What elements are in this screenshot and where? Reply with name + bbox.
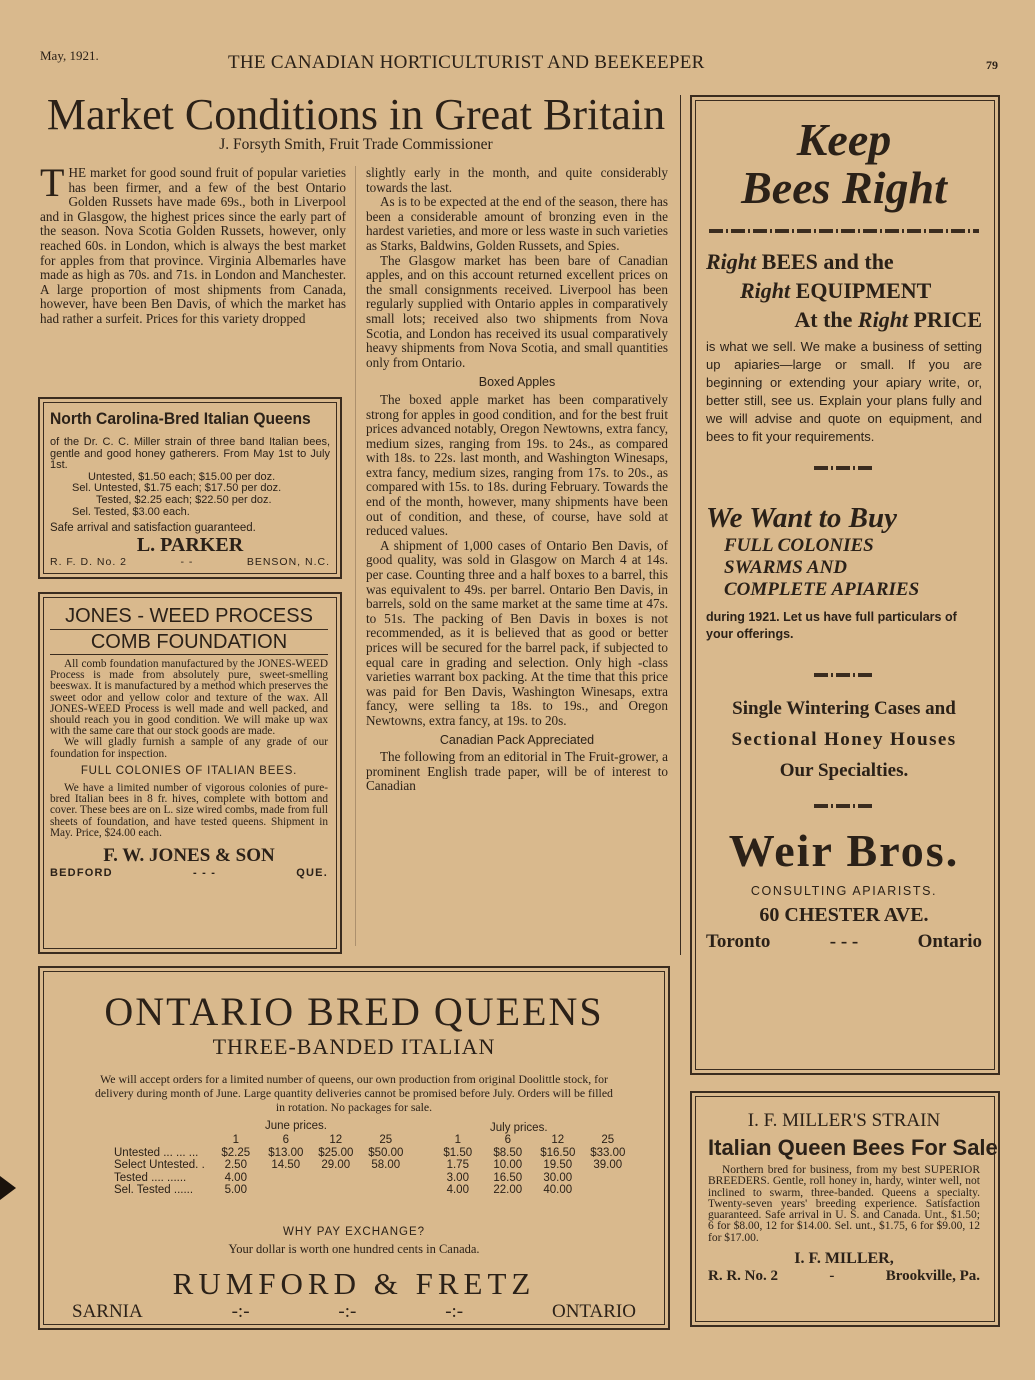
ad-ontario-queens — [38, 966, 670, 1330]
ad-jones-title: JONES - WEED PROCESS — [65, 605, 313, 627]
article-byline: J. Forsyth Smith, Fruit Trade Commissioner — [219, 136, 493, 153]
ad-jones-subtitle: COMB FOUNDATION — [90, 631, 288, 653]
arrow-icon — [0, 1176, 16, 1200]
july-price — [583, 1172, 633, 1185]
article-paragraph: The following from an editorial in The Fruit-grower, a prominent English trade paper, will be of interest to Canadian — [366, 749, 668, 794]
ad-weir-buy-text: during 1921. Let us have full particulars of your offerings. — [706, 610, 957, 641]
ad-weir-bees-right: Bees Right — [741, 162, 947, 213]
ad-weir-text: is what we sell. We make a business of setting up apiaries—large or small. If you are beginning or extending your apiary write, or, better still, see us. Explain your plans fully and we will advise and quote on equipment, and bees to fit your requirements. — [706, 339, 982, 444]
ad-weir-buy-list: FULL COLONIES SWARMS AND COMPLETE APIARIES — [724, 535, 920, 600]
ad-parker — [38, 397, 342, 579]
journal-title: THE CANADIAN HORTICULTURIST AND BEEKEEPER — [228, 52, 705, 73]
price-row-label: Untested ... ... ... — [114, 1146, 199, 1159]
article-col1 — [40, 160, 346, 327]
june-price — [261, 1172, 311, 1185]
ad-miller-text: Northern bred for business, from my best SUPERIOR BREEDERS. Gentle, roll honey in, hardy, winter well, not inclined to swarm, three-banded. Queens a specialty. Twenty-seven years' breeding experience. Satisfaction guaranteed. Safe arrival in U. S. and Canada. Unt., $1.50; 6 for $8.00, 12 for $14.00. Sel. unt., $1.75, 6 for $9.00, 12 for $17.00. — [708, 1164, 980, 1244]
ad-parker-price: Untested, $1.50 each; $15.00 per doz. Sel. Untested, $1.75 each; $17.50 per doz. Tested, $2.25 each; $22.50 per doz. Sel. Tested, $3.00 each. — [72, 470, 282, 518]
july-price: 39.00 — [593, 1159, 623, 1171]
july-price: $8.50 — [493, 1146, 523, 1159]
ad-jones-subhead: FULL COLONIES OF ITALIAN BEES. — [80, 764, 298, 777]
article-paragraph: HE market for good sound fruit of popular varieties has been firmer, and a few of the best Ontario Golden Russets have made 69s., both in Liverpool and in Glasgow, the highest prices since the early part of the season. Nova Scotia Golden Russets, however, only reached 60s. in London, which is always the best market for apples from that province. Virginia Albemarles have made as high as 70s. and 71s. in London and Manchester. A large proportion of most shipments from Canada, however, have been Ben Davis, of which the market has had rather a surfeit. Prices for this variety dropped — [40, 165, 346, 326]
july-price: 1.75 — [446, 1159, 469, 1171]
july-price: $1.50 — [443, 1146, 473, 1159]
price-row-label: Sel. Tested ...... — [114, 1184, 194, 1196]
june-price: 14.50 — [271, 1159, 301, 1171]
qty-header: 12 — [551, 1134, 565, 1146]
ornament-divider — [814, 466, 874, 470]
article-title: Market Conditions in Great Britain — [46, 90, 666, 139]
june-price: 29.00 — [321, 1159, 351, 1171]
ad-weir-keep: Keep — [796, 114, 892, 165]
column-rule — [680, 95, 681, 955]
column-rule — [355, 166, 356, 946]
july-price: 40.00 — [543, 1184, 573, 1196]
ad-weir-name: Weir Bros. — [728, 825, 960, 876]
june-price: 58.00 — [371, 1159, 401, 1171]
ad-weir-buy-title: We Want to Buy — [706, 502, 897, 534]
june-price: $25.00 — [318, 1146, 354, 1159]
price-row — [110, 1184, 633, 1197]
july-price: 16.50 — [493, 1171, 523, 1184]
article-paragraph: The boxed apple market has been comparatively strong for apples in good condition, and for the best fruit prices advanced notably, Oregon Newtowns, extra fancy, medium sizes, ranging from 19s. to 24s., as compared with 18s. to 22s. last month, and Washington Winesaps, extra fancy, medium sizes, ranging from 17s. to 20s., as compared with 15s. to 18s. during February. Towards the end of the month, however, many shipments have been out of condition, and these, of course, have sold at reduced values. — [366, 391, 668, 539]
ad-ontario-dollar: Your dollar is worth one hundred cents in Canada. — [228, 1242, 480, 1256]
june-price: 5.00 — [224, 1184, 247, 1196]
ad-parker-address: R. F. D. No. 2 - - BENSON, N.C. — [50, 555, 330, 568]
ad-miller-subtitle: Italian Queen Bees For Sale — [708, 1135, 998, 1160]
subhead-boxed-apples: Boxed Apples — [478, 375, 556, 390]
ad-ontario-subtitle: THREE-BANDED ITALIAN — [212, 1034, 496, 1059]
ad-ontario-why: WHY PAY EXCHANGE? — [282, 1226, 426, 1238]
issue-date: May, 1921. — [40, 48, 99, 63]
ad-parker-title: North Carolina-Bred Italian Queens — [50, 409, 311, 428]
ornament-divider — [814, 673, 874, 677]
ad-miller-address: R. R. No. 2 - Brookville, Pa. — [708, 1268, 980, 1285]
july-price: $33.00 — [590, 1146, 626, 1159]
ad-jones-name: F. W. JONES & SON — [103, 845, 275, 867]
ornament-divider — [709, 229, 979, 233]
qty-header: 25 — [379, 1134, 393, 1146]
june-price: $13.00 — [268, 1146, 304, 1159]
article-paragraph: slightly early in the month, and quite considerably towards the last. — [366, 165, 668, 195]
price-row — [110, 1172, 633, 1185]
article-paragraph: As is to be expected at the end of the season, there has been a considerable amount of bronzing even in the hardest varieties, and more or less waste in such varieties as Starks, Baldwins, Golden Russets, and Spies. — [366, 194, 668, 253]
ad-ontario-price-table — [70, 1120, 638, 1210]
ad-weir-street: 60 CHESTER AVE. — [759, 904, 929, 926]
july-price: 4.00 — [446, 1184, 469, 1196]
july-price: 30.00 — [543, 1171, 573, 1184]
article-paragraph: A shipment of 1,000 cases of Ontario Ben Davis, of good quality, was sold in Glasgow on March 4 at 14s. per case. Counting three and a half boxes to a barrel, this was equivalent to 49s. per barrel. Ontario Ben Davis, in barrels, sold on the same market at the same time at 47s. to 51s. The packing of Ben Davis in boxes is not recommended, as it is believed that as good or better prices will be secured for the barrel pack, if subjected to equal care in grading and selection. Only high -class varieties warrant box packing. At the time that this price was paid for Ben Davis, Washington Winesaps, extra fancy, were selling ta 18s. to 19s., and Oregon Newtowns, extra fancy, at 19s. to 20s. — [366, 537, 668, 728]
june-price — [361, 1184, 411, 1197]
june-prices-heading: June prices. — [265, 1120, 328, 1132]
ad-parker-intro: of the Dr. C. C. Miller strain of three band Italian bees, gentle and good honey gatherers. From May 1st to July 1st. — [50, 436, 330, 471]
price-row — [110, 1159, 633, 1172]
price-row — [110, 1147, 633, 1160]
qty-header: 1 — [232, 1134, 239, 1146]
ad-jones-address: BEDFORD - - - QUE. — [50, 867, 328, 880]
ad-weir-city: Toronto - - - Ontario — [706, 931, 982, 952]
article-paragraph: The Glasgow market has been bare of Canadian apples, and on this account returned excellent prices on the small consignments received. Liverpool has been regularly supplied with Ontario apples in comparatively small lots; received also two shipments from Nova Scotia, and London has received its usual comparatively heavy shipments from Nova Scotia, and small quantities only from Ontario. — [366, 252, 668, 370]
ad-miller-title: I. F. MILLER'S STRAIN — [747, 1110, 941, 1131]
ornament-divider — [814, 804, 874, 808]
june-price — [311, 1172, 361, 1185]
ad-ontario-title: ONTARIO BRED QUEENS — [104, 989, 604, 1034]
ad-weir-specialties: Single Wintering Cases and Sectional Honey Houses Our Specialties. — [731, 698, 957, 781]
june-price: 2.50 — [224, 1159, 247, 1171]
price-row-label: Select Untested. . — [114, 1159, 205, 1171]
ad-weir-right-lines: Right BEES and the Right EQUIPMENT At the Right PRICE — [706, 249, 982, 332]
ad-ontario-address: SARNIA -:- -:- -:- ONTARIO — [72, 1301, 636, 1322]
june-price: 4.00 — [224, 1171, 247, 1184]
june-price — [361, 1172, 411, 1185]
ad-jones — [38, 592, 342, 954]
price-table-header — [110, 1134, 633, 1147]
july-prices-heading: July prices. — [490, 1122, 548, 1134]
ad-parker-name: L. PARKER — [136, 533, 244, 556]
july-price — [583, 1184, 633, 1197]
june-price: $50.00 — [368, 1146, 404, 1159]
july-price: $16.50 — [540, 1146, 576, 1159]
ad-miller — [690, 1091, 1000, 1327]
qty-header: 12 — [329, 1134, 343, 1146]
june-price: $2.25 — [221, 1146, 251, 1159]
ad-ontario-intro: We will accept orders for a limited number of queens, our own production from original Doolittle stock, for delivery during month of June. Large quantity deliveries cannot be promised before July. Orders will be filled in rotation. No packages for sale. — [95, 1072, 613, 1114]
subhead-canadian-pack: Canadian Pack Appreciated — [439, 732, 595, 747]
ad-weir-sub: CONSULTING APIARISTS. — [750, 884, 938, 898]
ad-ontario-name: RUMFORD & FRETZ — [172, 1266, 536, 1301]
price-table — [110, 1134, 633, 1197]
july-price: 10.00 — [493, 1159, 523, 1171]
july-price: 19.50 — [543, 1159, 573, 1171]
article-col2 — [366, 166, 668, 794]
page-number: 79 — [986, 58, 998, 72]
ad-miller-name: I. F. MILLER, — [794, 1250, 894, 1268]
qty-header: 25 — [601, 1134, 615, 1146]
qty-header: 1 — [454, 1134, 461, 1146]
june-price — [311, 1184, 361, 1197]
ad-weir-bros — [690, 95, 1000, 1075]
ad-parker-guarantee: Safe arrival and satisfaction guaranteed. — [50, 521, 256, 534]
qty-header: 6 — [504, 1134, 511, 1146]
page-header — [40, 48, 1000, 78]
june-price — [261, 1184, 311, 1197]
price-row-label: Tested .... ...... — [114, 1171, 187, 1184]
qty-header: 6 — [282, 1134, 289, 1146]
july-price: 22.00 — [493, 1184, 523, 1196]
july-price: 3.00 — [446, 1171, 469, 1184]
ad-jones-text: All comb foundation manufactured by the JONES-WEED Process is made from absolutely pure, sweet-smelling beeswax. It is manufactured by a method which preserves the sweet odor and yellow color and texture of the wax. All JONES-WEED Process is well made and well packed, and should reach you in good condition. We will make up wax with the same care that our stock goods are made. We will gladly furnish a sample of any grade of our foundation for inspection. FULL COLONIES OF ITALIAN BEES. We have a limited number of vigorous colonies of pure-bred Italian bees in 8 fr. hives, complete with bottom and cover. These bees are on L. size wired combs, made from full sheets of foundation, and have tested queens. Shipment in May. Price, $24.00 each. — [50, 658, 328, 839]
drop-cap: T — [40, 160, 65, 205]
